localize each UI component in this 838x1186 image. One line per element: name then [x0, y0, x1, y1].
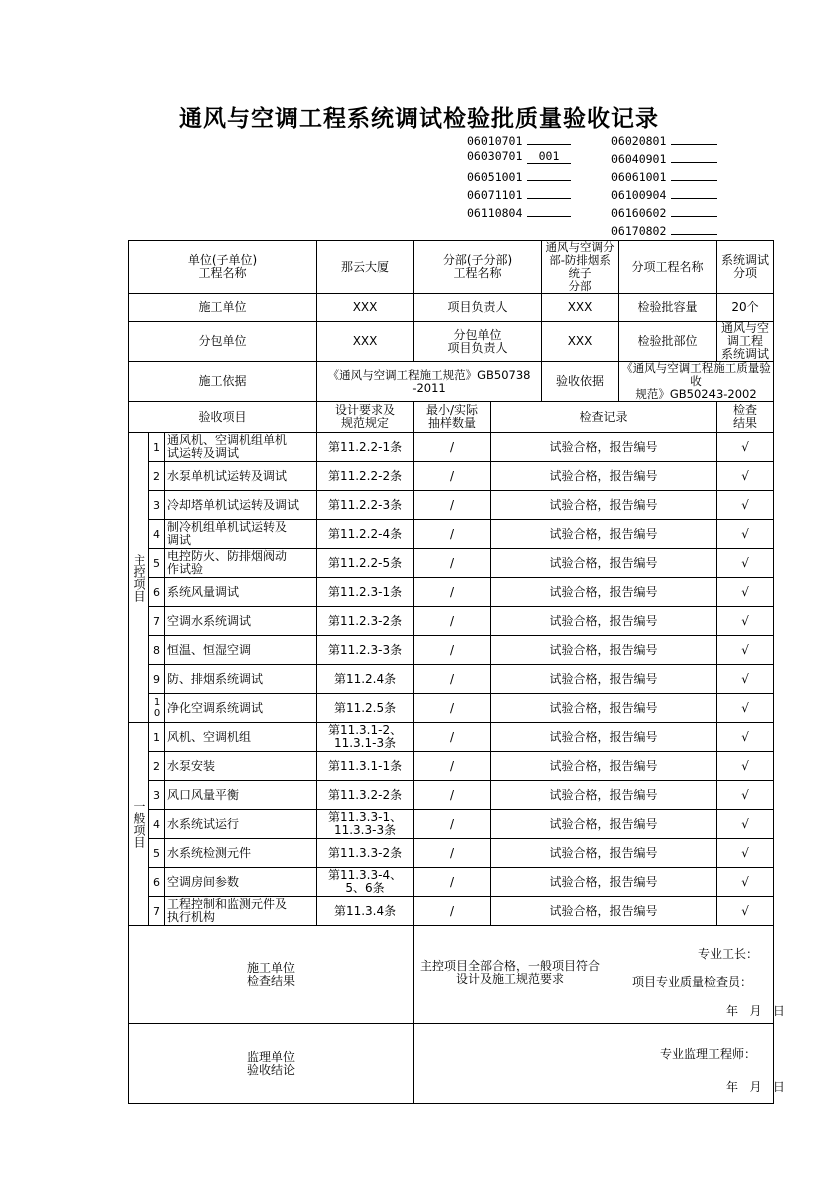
item-number: 4 [149, 810, 165, 839]
supervisor-date: 年 月 日 [726, 1080, 785, 1094]
item-record[interactable]: 试验合格，报告编号 [491, 839, 717, 868]
item-name: 冷却塔单机试运转及调试 [165, 491, 317, 520]
col-sample: 最小/实际 抽样数量 [414, 402, 491, 433]
code-entry: 06170802 [611, 221, 717, 238]
item-result[interactable]: √ [717, 549, 774, 578]
item-spec: 第11.3.3-2条 [317, 839, 414, 868]
contractor-value[interactable]: XXX [317, 294, 414, 322]
item-number: 5 [149, 549, 165, 578]
item-spec: 第11.2.2-3条 [317, 491, 414, 520]
code-entry: 06100904 [611, 185, 717, 202]
item-result[interactable]: √ [717, 810, 774, 839]
sub-pm-value[interactable]: XXX [542, 322, 619, 362]
location-value[interactable]: 通风与空调工程 系统调试 [717, 322, 774, 362]
column-header-row [129, 402, 774, 433]
item-row [129, 433, 774, 462]
col-record: 检查记录 [491, 402, 717, 433]
code-entry: 06051001 [467, 167, 571, 184]
subcontractor-value[interactable]: XXX [317, 322, 414, 362]
item-result[interactable]: √ [717, 520, 774, 549]
code-entry: 06010701 [467, 131, 571, 148]
item-sample[interactable]: / [414, 752, 491, 781]
item-row [129, 810, 774, 839]
item-record[interactable]: 试验合格，报告编号 [491, 636, 717, 665]
item-result[interactable]: √ [717, 897, 774, 926]
item-name: 风口风量平衡 [165, 781, 317, 810]
item-row [129, 607, 774, 636]
item-name: 水系统检测元件 [165, 839, 317, 868]
general_items-group-label: 一般项目 [129, 723, 149, 926]
item-record[interactable]: 试验合格，报告编号 [491, 549, 717, 578]
item-record[interactable]: 试验合格，报告编号 [491, 491, 717, 520]
item-result[interactable]: √ [717, 781, 774, 810]
contractor-conclusion[interactable]: 主控项目全部合格，一般项目符合 设计及施工规范要求 [420, 959, 601, 986]
subitem-value[interactable]: 系统调试 分项 [717, 241, 774, 294]
item-result[interactable]: √ [717, 433, 774, 462]
code-entry: 06040901 [611, 149, 717, 166]
code-entry: 06020801 [611, 131, 717, 148]
item-row [129, 549, 774, 578]
subcontractor-label: 分包单位 [129, 322, 317, 362]
item-spec: 第11.2.2-4条 [317, 520, 414, 549]
location-label: 检验批部位 [619, 322, 717, 362]
contractor-date: 年 月 日 [726, 1004, 785, 1018]
contractor-label: 施工单位 [129, 294, 317, 322]
item-spec: 第11.3.3-4、 5、6条 [317, 868, 414, 897]
item-sample[interactable]: / [414, 723, 491, 752]
code-entry: 06061001 [611, 167, 717, 184]
item-name: 风机、空调机组 [165, 723, 317, 752]
division-value[interactable]: 通风与空调分 部-防排烟系统子 分部 [542, 241, 619, 294]
item-number: 1 [149, 433, 165, 462]
division-label: 分部(子分部) 工程名称 [414, 241, 542, 294]
item-result[interactable]: √ [717, 607, 774, 636]
header-row-contractor [129, 294, 774, 322]
item-number: 7 [149, 897, 165, 926]
item-number: 10 [149, 694, 165, 723]
item-number: 8 [149, 636, 165, 665]
item-number: 5 [149, 839, 165, 868]
supervisor-check-row [129, 1024, 774, 1104]
item-record[interactable]: 试验合格，报告编号 [491, 868, 717, 897]
col-item: 验收项目 [129, 402, 317, 433]
item-record[interactable]: 试验合格，报告编号 [491, 578, 717, 607]
item-row [129, 897, 774, 926]
header-row-subcontractor [129, 322, 774, 362]
sub-pm-label: 分包单位 项目负责人 [414, 322, 542, 362]
item-spec: 第11.3.2-2条 [317, 781, 414, 810]
item-name: 空调房间参数 [165, 868, 317, 897]
subitem-label: 分项工程名称 [619, 241, 717, 294]
item-name: 水泵安装 [165, 752, 317, 781]
item-spec: 第11.2.3-1条 [317, 578, 414, 607]
item-sample[interactable]: / [414, 781, 491, 810]
inspector-label: 项目专业质量检查员： [632, 975, 753, 989]
unit-label: 单位(子单位) 工程名称 [129, 241, 317, 294]
item-number: 7 [149, 607, 165, 636]
item-number: 9 [149, 665, 165, 694]
foreman-label: 专业工长： [698, 947, 759, 961]
item-record[interactable]: 试验合格，报告编号 [491, 433, 717, 462]
item-number: 4 [149, 520, 165, 549]
item-row [129, 868, 774, 897]
item-record[interactable]: 试验合格，报告编号 [491, 810, 717, 839]
item-record[interactable]: 试验合格，报告编号 [491, 752, 717, 781]
item-row [129, 578, 774, 607]
supervisor-check-label: 监理单位 验收结论 [129, 1024, 414, 1104]
item-sample[interactable]: / [414, 694, 491, 723]
item-result[interactable]: √ [717, 491, 774, 520]
item-row [129, 491, 774, 520]
item-record[interactable]: 试验合格，报告编号 [491, 781, 717, 810]
item-number: 6 [149, 578, 165, 607]
capacity-value[interactable]: 20个 [717, 294, 774, 322]
item-row [129, 636, 774, 665]
contractor-check-cell [414, 926, 785, 1024]
item-row [129, 665, 774, 694]
code-entry: 06071101 [467, 185, 571, 202]
item-result[interactable]: √ [717, 839, 774, 868]
capacity-label: 检验批容量 [619, 294, 717, 322]
item-result[interactable]: √ [717, 694, 774, 723]
item-number: 3 [149, 781, 165, 810]
item-row [129, 839, 774, 868]
item-record[interactable]: 试验合格，报告编号 [491, 694, 717, 723]
item-spec: 第11.2.3-3条 [317, 636, 414, 665]
item-name: 恒温、恒湿空调 [165, 636, 317, 665]
item-record[interactable]: 试验合格，报告编号 [491, 462, 717, 491]
item-name: 电控防火、防排烟阀动 作试验 [165, 549, 317, 578]
code-entry: 06160602 [611, 203, 717, 220]
item-record[interactable]: 试验合格，报告编号 [491, 607, 717, 636]
acceptance-basis-label: 验收依据 [542, 362, 619, 402]
contractor-check-row [129, 926, 774, 1024]
item-row [129, 520, 774, 549]
col-design: 设计要求及 规范规定 [317, 402, 414, 433]
item-row [129, 752, 774, 781]
item-sample[interactable]: / [414, 607, 491, 636]
item-spec: 第11.3.1-1条 [317, 752, 414, 781]
item-spec: 第11.3.4条 [317, 897, 414, 926]
item-name: 水泵单机试运转及调试 [165, 462, 317, 491]
pm-label: 项目负责人 [414, 294, 542, 322]
item-sample[interactable]: / [414, 549, 491, 578]
item-result[interactable]: √ [717, 578, 774, 607]
item-result[interactable]: √ [717, 636, 774, 665]
main-items [129, 433, 774, 723]
acceptance-basis-value[interactable]: 《通风与空调工程施工质量验收 规范》GB50243-2002 [619, 362, 774, 402]
unit-value[interactable]: 那云大厦 [317, 241, 414, 294]
item-row [129, 694, 774, 723]
code-entry: 06110804 [467, 203, 571, 220]
item-number: 2 [149, 462, 165, 491]
item-result[interactable]: √ [717, 665, 774, 694]
item-number: 1 [149, 723, 165, 752]
item-result[interactable]: √ [717, 752, 774, 781]
header-row-basis [129, 362, 774, 402]
basis-label: 施工依据 [129, 362, 317, 402]
item-sample[interactable]: / [414, 897, 491, 926]
item-result[interactable]: √ [717, 868, 774, 897]
item-sample[interactable]: / [414, 810, 491, 839]
item-record[interactable]: 试验合格，报告编号 [491, 520, 717, 549]
item-name: 水系统试运行 [165, 810, 317, 839]
main_items-group-label: 主控项目 [129, 433, 149, 723]
col-result: 检查 结果 [717, 402, 774, 433]
item-sample[interactable]: / [414, 839, 491, 868]
inspection-table [128, 240, 785, 1104]
item-sample[interactable]: / [414, 868, 491, 897]
item-sample[interactable]: / [414, 520, 491, 549]
item-name: 防、排烟系统调试 [165, 665, 317, 694]
item-sample[interactable]: / [414, 433, 491, 462]
item-spec: 第11.2.2-2条 [317, 462, 414, 491]
item-name: 工程控制和监测元件及 执行机构 [165, 897, 317, 926]
item-spec: 第11.2.2-5条 [317, 549, 414, 578]
item-name: 制冷机组单机试运转及 调试 [165, 520, 317, 549]
item-record[interactable]: 试验合格，报告编号 [491, 897, 717, 926]
item-sample[interactable]: / [414, 665, 491, 694]
general-items [129, 723, 774, 926]
page-title: 通风与空调工程系统调试检验批质量验收记录 [179, 106, 659, 132]
item-sample[interactable]: / [414, 491, 491, 520]
item-number: 6 [149, 868, 165, 897]
item-row [129, 781, 774, 810]
item-name: 空调水系统调试 [165, 607, 317, 636]
item-spec: 第11.3.1-2、 11.3.1-3条 [317, 723, 414, 752]
item-name: 净化空调系统调试 [165, 694, 317, 723]
item-number: 3 [149, 491, 165, 520]
item-spec: 第11.2.5条 [317, 694, 414, 723]
item-result[interactable]: √ [717, 462, 774, 491]
item-number: 2 [149, 752, 165, 781]
item-name: 通风机、空调机组单机 试运转及调试 [165, 433, 317, 462]
item-sample[interactable]: / [414, 462, 491, 491]
item-name: 系统风量调试 [165, 578, 317, 607]
item-row [129, 462, 774, 491]
item-record[interactable]: 试验合格，报告编号 [491, 665, 717, 694]
pm-value[interactable]: XXX [542, 294, 619, 322]
engineer-label: 专业监理工程师： [660, 1047, 757, 1061]
item-spec: 第11.2.2-1条 [317, 433, 414, 462]
item-result[interactable]: √ [717, 723, 774, 752]
contractor-check-label: 施工单位 检查结果 [129, 926, 414, 1024]
supervisor-check-cell [414, 1024, 785, 1104]
item-spec: 第11.2.3-2条 [317, 607, 414, 636]
item-sample[interactable]: / [414, 578, 491, 607]
code-entry: 06030701 001 [467, 149, 571, 164]
item-spec: 第11.3.3-1、 11.3.3-3条 [317, 810, 414, 839]
basis-value[interactable]: 《通风与空调工程施工规范》GB50738 -2011 [317, 362, 542, 402]
item-record[interactable]: 试验合格，报告编号 [491, 723, 717, 752]
header-row-project [129, 241, 774, 294]
item-row [129, 723, 774, 752]
item-sample[interactable]: / [414, 636, 491, 665]
item-spec: 第11.2.4条 [317, 665, 414, 694]
